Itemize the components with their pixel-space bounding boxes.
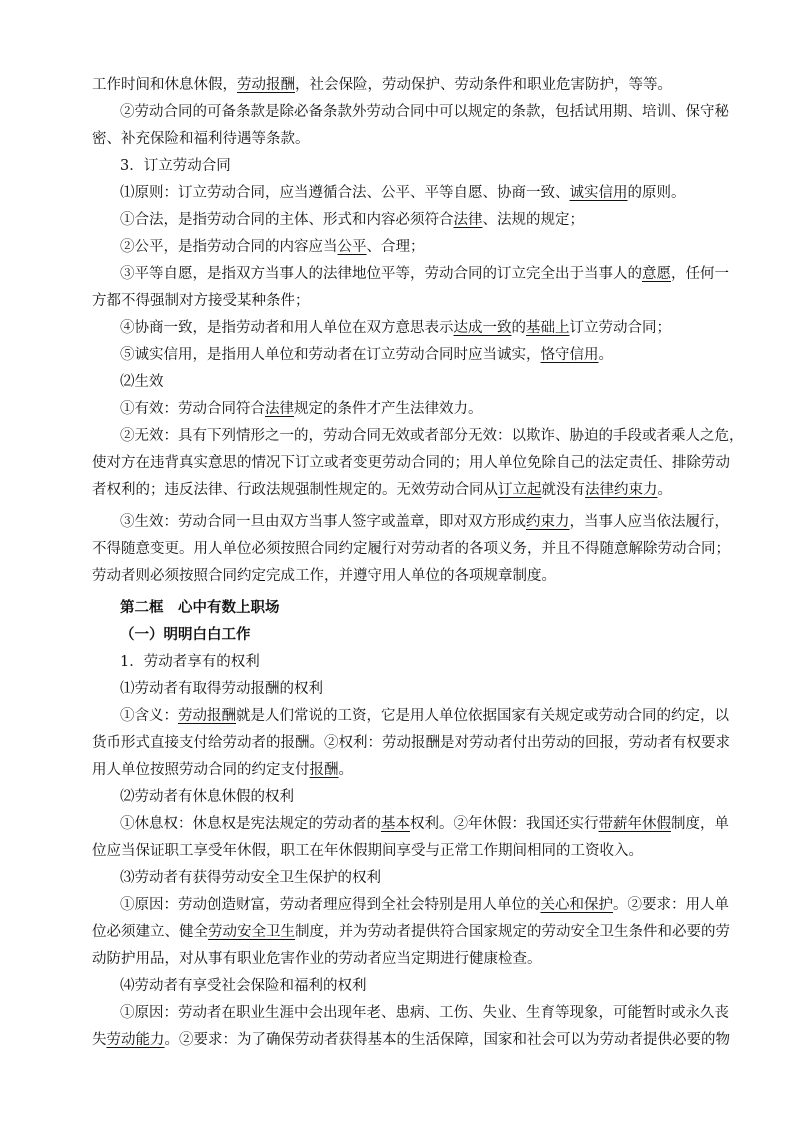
underlined-term: 法律: [453, 212, 483, 228]
document-body: [92, 74, 744, 1056]
text-line: 工作时间和休息休假，劳动报酬，社会保险，劳动保护、劳动条件和职业危害防护，等等。: [92, 77, 672, 93]
underlined-term: 法律: [265, 401, 294, 417]
underlined-term: 诚实信用: [569, 185, 628, 201]
text-line: 货币形式直接支付给劳动者的报酬。②权利：劳动报酬是对劳动者付出劳动的回报，劳动者有权要求: [92, 735, 730, 751]
text-line: 位应当保证职工享受年休假，职工在年休假期间享受与正常工作期间相同的工资收入。: [92, 843, 643, 859]
underlined-term: 意愿: [642, 266, 671, 282]
text-line: 不得随意变更。用人单位必须按照合同约定履行对劳动者的各项义务，并且不得随意解除劳动合同；: [92, 541, 730, 557]
underlined-term: 达成一致: [453, 320, 512, 336]
section-heading: （一）明明白白工作: [120, 626, 251, 643]
text-line: 用人单位按照劳动合同的约定支付报酬。: [92, 762, 353, 778]
underlined-term: 带薪年休假: [598, 816, 671, 832]
underlined-term: 劳动能力: [106, 1032, 165, 1048]
underlined-term: 报酬: [309, 762, 339, 778]
underlined-term: 劳动安全卫生: [208, 924, 295, 940]
subsection-heading: ⑵生效: [120, 374, 164, 390]
text-line: ①含义：劳动报酬就是人们常说的工资，它是用人单位依据国家有关规定或劳动合同的约定，以: [120, 708, 729, 724]
text-line: ④协商一致，是指劳动者和用人单位在双方意思表示达成一致的基础上订立劳动合同；: [120, 320, 671, 336]
text-line: ①合法，是指劳动合同的主体、形式和内容必须符合法律、法规的规定；: [120, 212, 584, 228]
text-line: 动防护用品，对从事有职业危害作业的劳动者应当定期进行健康检查。: [92, 951, 542, 967]
underlined-term: 劳动报酬: [178, 708, 236, 724]
section-heading: 1．劳动者享有的权利: [120, 654, 260, 670]
underlined-term: 公平: [337, 239, 367, 255]
text-line: ②劳动合同的可备条款是除必备条款外劳动合同中可以规定的条款，包括试用期、培训、保守秘: [120, 104, 729, 120]
underlined-term: 基础上: [526, 320, 570, 336]
subsection-heading: ⑷劳动者有享受社会保险和福利的权利: [120, 978, 367, 994]
section-heading: 3．订立劳动合同: [120, 158, 231, 174]
text-line: ③生效：劳动合同一旦由双方当事人签字或盖章，即对双方形成约束力，当事人应当依法履行，: [120, 514, 729, 530]
text-line: ⑤诚实信用，是指用人单位和劳动者在订立劳动合同时应当诚实，恪守信用。: [120, 347, 613, 363]
text-line: 者权利的；违反法律、行政法规强制性规定的。无效劳动合同从订立起就没有法律约束力。: [92, 482, 672, 498]
subsection-heading: ⑵劳动者有休息休假的权利: [120, 789, 294, 805]
text-line: ③平等自愿，是指双方当事人的法律地位平等，劳动合同的订立完全出于当事人的意愿，任何一: [120, 266, 729, 282]
subsection-heading: ⑶劳动者有获得劳动安全卫生保护的权利: [120, 870, 381, 886]
underlined-term: 订立起: [498, 482, 542, 498]
underlined-term: 基本: [381, 816, 410, 832]
text-line: ②无效：具有下列情形之一的，劳动合同无效或者部分无效：以欺诈、胁迫的手段或者乘人之危，: [120, 428, 744, 444]
text-line: ①原因：劳动创造财富，劳动者理应得到全社会特别是用人单位的关心和保护。②要求：用人单: [120, 897, 729, 913]
text-line: 使对方在违背真实意思的情况下订立或者变更劳动合同的；用人单位免除自己的法定责任、排除劳动: [92, 455, 730, 471]
underlined-term: 法律约束力: [585, 482, 658, 498]
text-line: ⑴原则：订立劳动合同，应当遵循合法、公平、平等自愿、协商一致、诚实信用的原则。: [120, 185, 686, 201]
text-line: ①原因：劳动者在职业生涯中会出现年老、患病、工伤、失业、生育等现象，可能暂时或永久丧: [120, 1005, 729, 1021]
text-line: 方都不得强制对方接受某种条件；: [92, 293, 310, 309]
text-line: ②公平，是指劳动合同的内容应当公平、合理；: [120, 239, 425, 255]
underlined-term: 约束力: [526, 514, 570, 530]
underlined-term: 关心和保护: [540, 897, 613, 913]
text-line: 密、补充保险和福利待遇等条款。: [92, 131, 310, 147]
text-line: 劳动者则必须按照合同约定完成工作，并遵守用人单位的各项规章制度。: [92, 568, 556, 584]
subsection-heading: ⑴劳动者有取得劳动报酬的权利: [120, 681, 323, 697]
text-line: ①有效：劳动合同符合法律规定的条件才产生法律效力。: [120, 401, 483, 417]
underlined-term: 恪守信用: [540, 347, 599, 363]
underlined-term: 劳动报酬: [237, 77, 295, 93]
text-line: ①休息权：休息权是宪法规定的劳动者的基本权利。②年休假：我国还实行带薪年休假制度，单: [120, 816, 729, 832]
text-line: 失劳动能力。②要求：为了确保劳动者获得基本的生活保障，国家和社会可以为劳动者提供必要的物: [92, 1032, 730, 1048]
text-line: 位必须建立、健全劳动安全卫生制度，并为劳动者提供符合国家规定的劳动安全卫生条件和必要的劳: [92, 924, 730, 940]
chapter-heading: 第二框 心中有数上职场: [120, 599, 280, 616]
